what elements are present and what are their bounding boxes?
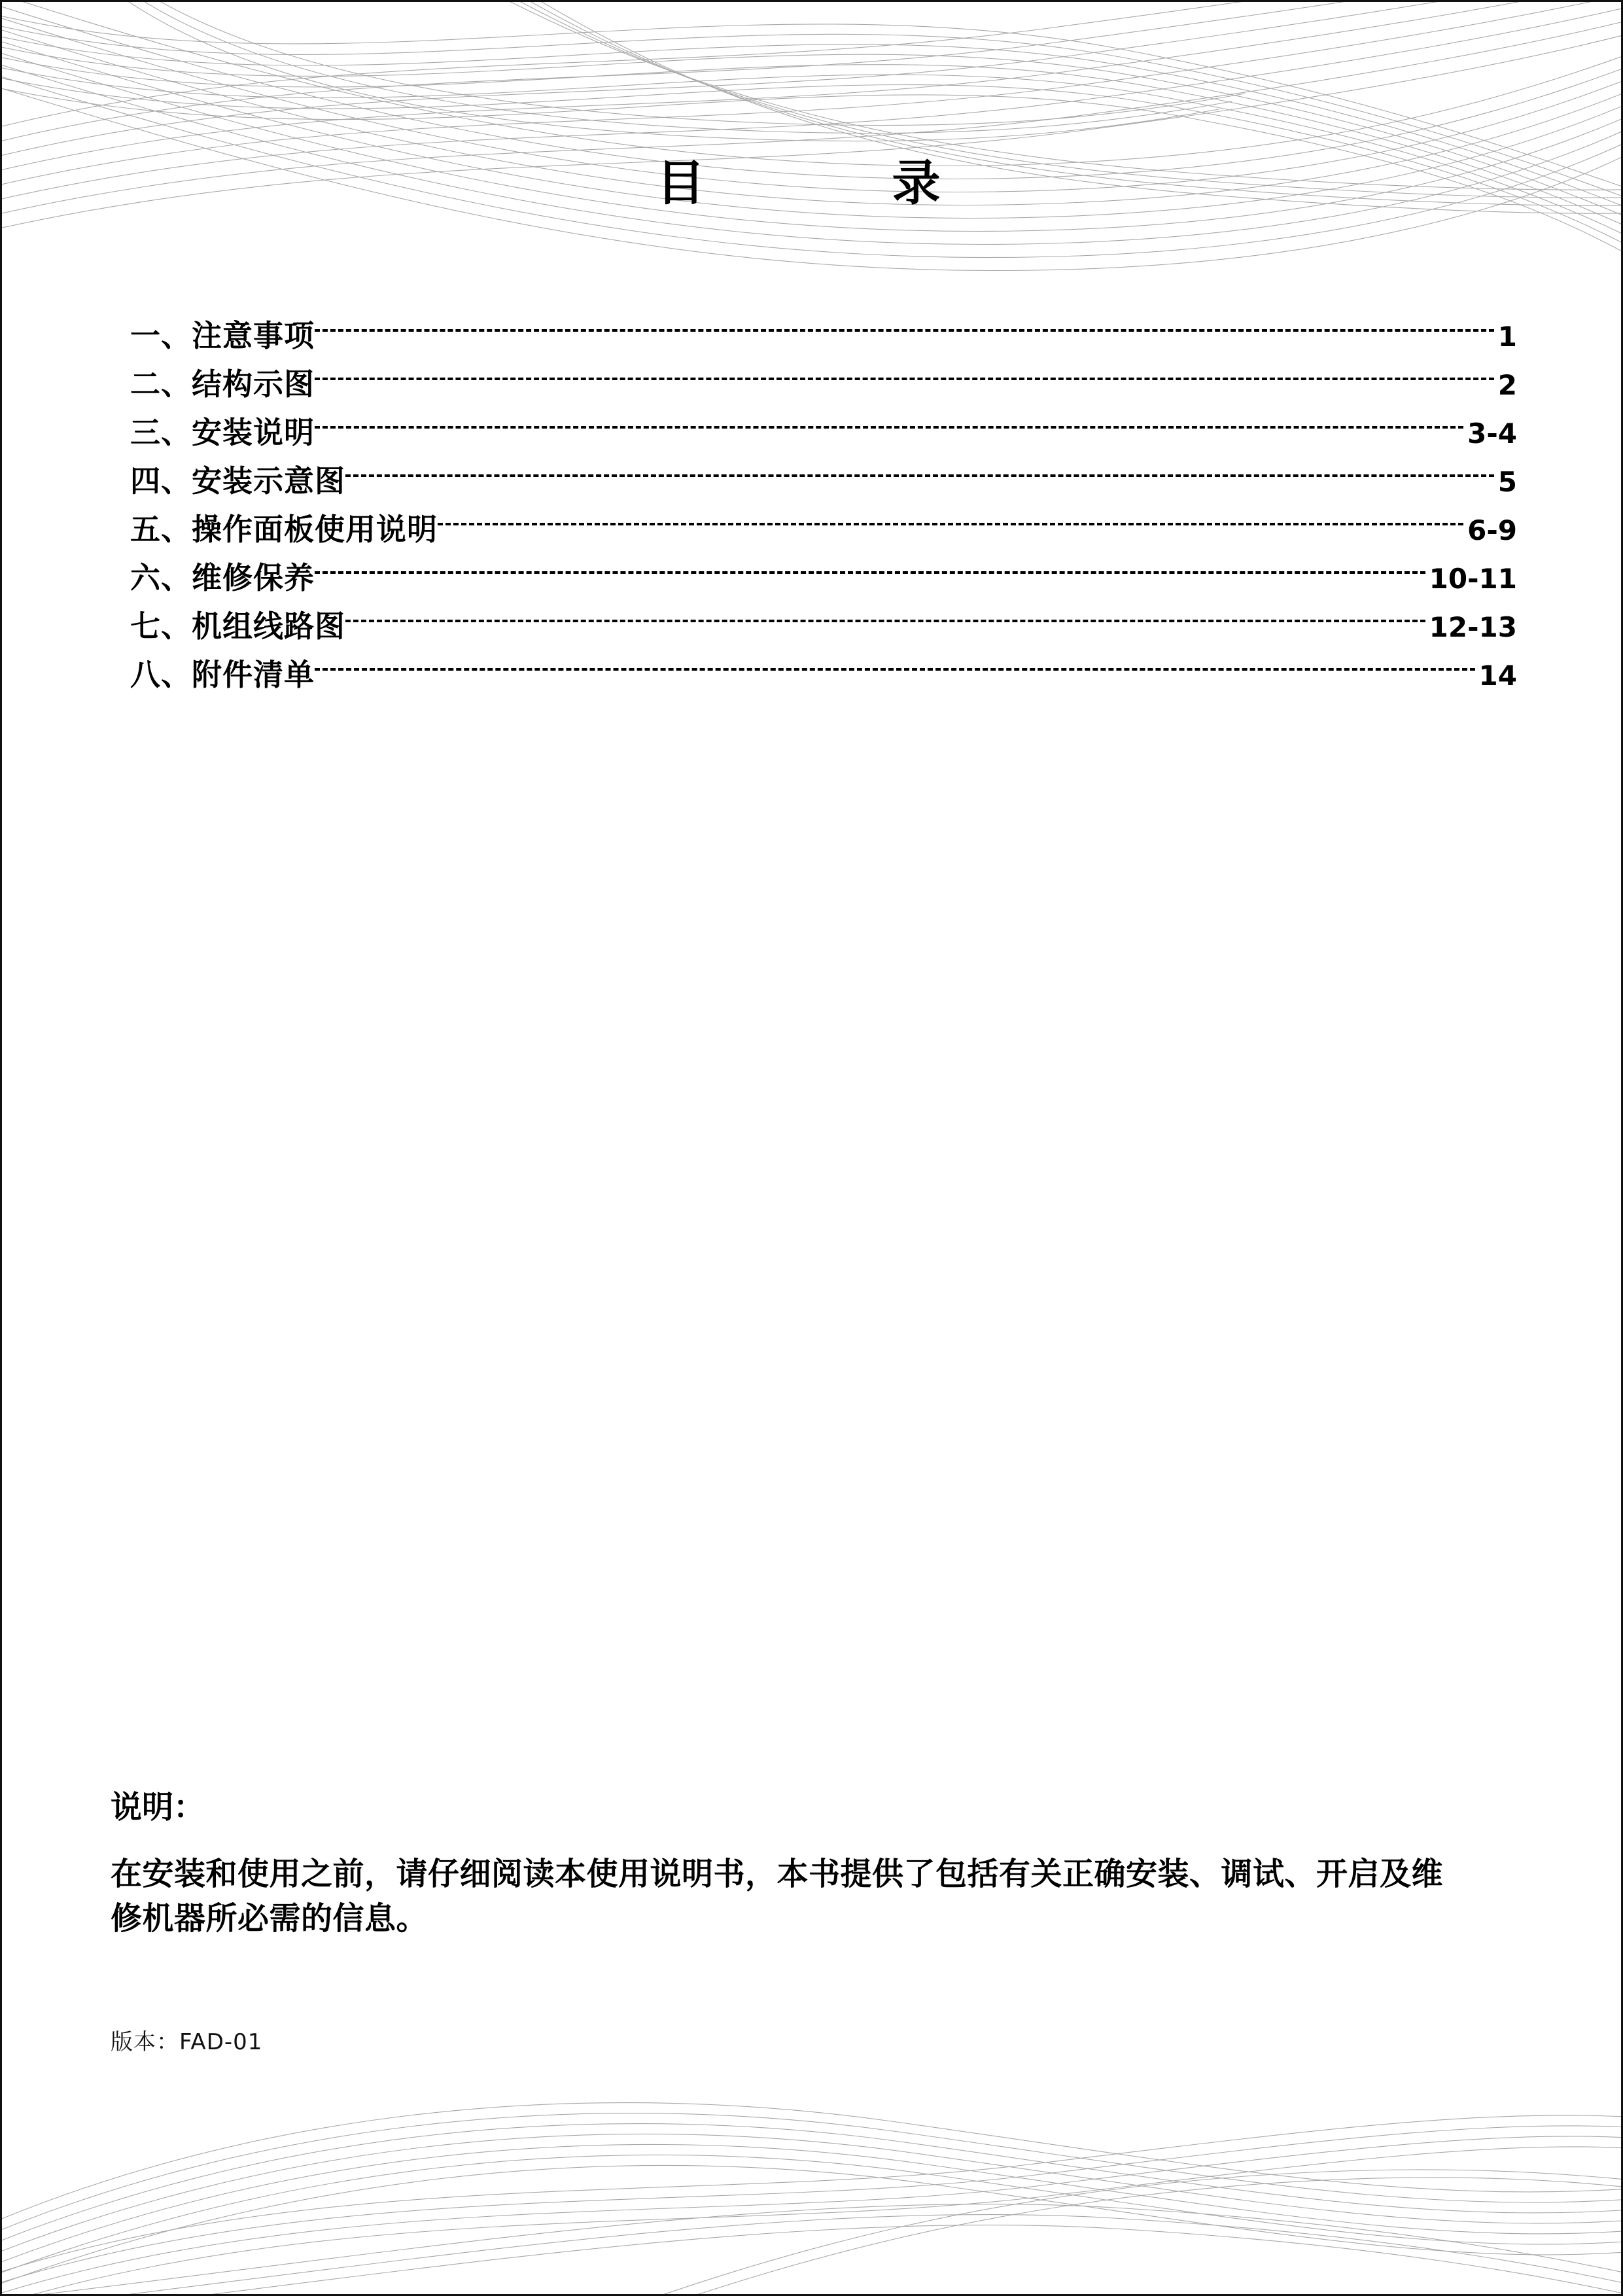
- table-of-contents: [130, 298, 1517, 692]
- toc-entry-page: 2: [1497, 369, 1517, 401]
- toc-entry-label: 二、结构示图: [130, 366, 315, 402]
- toc-entry[interactable]: [130, 395, 1517, 450]
- toc-entry-page: 10-11: [1429, 563, 1517, 595]
- toc-entry-label: 六、维修保养: [130, 560, 315, 595]
- toc-entry-page: 6-9: [1467, 514, 1517, 546]
- toc-entry[interactable]: [130, 443, 1517, 499]
- toc-leader-dashes: [315, 395, 1463, 443]
- toc-entry-label: 八、附件清单: [130, 657, 315, 692]
- toc-entry-page: 1: [1497, 321, 1517, 353]
- toc-leader-dashes: [315, 637, 1475, 685]
- toc-entry-label: 七、机组线路图: [130, 609, 345, 644]
- toc-entry-label: 三、安装说明: [130, 415, 315, 450]
- toc-entry-page: 12-13: [1429, 611, 1517, 643]
- notes-heading: 说明：: [111, 1789, 205, 1826]
- page-title: 目 录: [656, 155, 971, 211]
- toc-leader-dashes: [345, 588, 1425, 637]
- toc-entry[interactable]: [130, 346, 1517, 402]
- toc-leader-dashes: [345, 443, 1494, 491]
- toc-entry[interactable]: [130, 540, 1517, 595]
- toc-entry-page: 14: [1478, 660, 1517, 692]
- toc-entry-label: 五、操作面板使用说明: [130, 512, 438, 547]
- toc-leader-dashes: [315, 298, 1494, 346]
- version-label: 版本：FAD-01: [111, 2029, 263, 2055]
- toc-entry-page: 3-4: [1467, 417, 1517, 450]
- toc-entry-page: 5: [1497, 466, 1517, 498]
- toc-leader-dashes: [315, 346, 1494, 395]
- notes-body: 在安装和使用之前，请仔细阅读本使用说明书，本书提供了包括有关正确安装、调试、开启及维修机器所必需的信息。: [111, 1856, 1444, 1937]
- toc-entry[interactable]: [130, 298, 1517, 353]
- toc-entry-label: 一、注意事项: [130, 318, 315, 353]
- toc-entry[interactable]: [130, 588, 1517, 644]
- toc-leader-dashes: [438, 491, 1463, 540]
- toc-entry-label: 四、安装示意图: [130, 463, 345, 499]
- toc-leader-dashes: [315, 540, 1425, 588]
- toc-entry[interactable]: [130, 637, 1517, 692]
- notes-section: [111, 1782, 1458, 1941]
